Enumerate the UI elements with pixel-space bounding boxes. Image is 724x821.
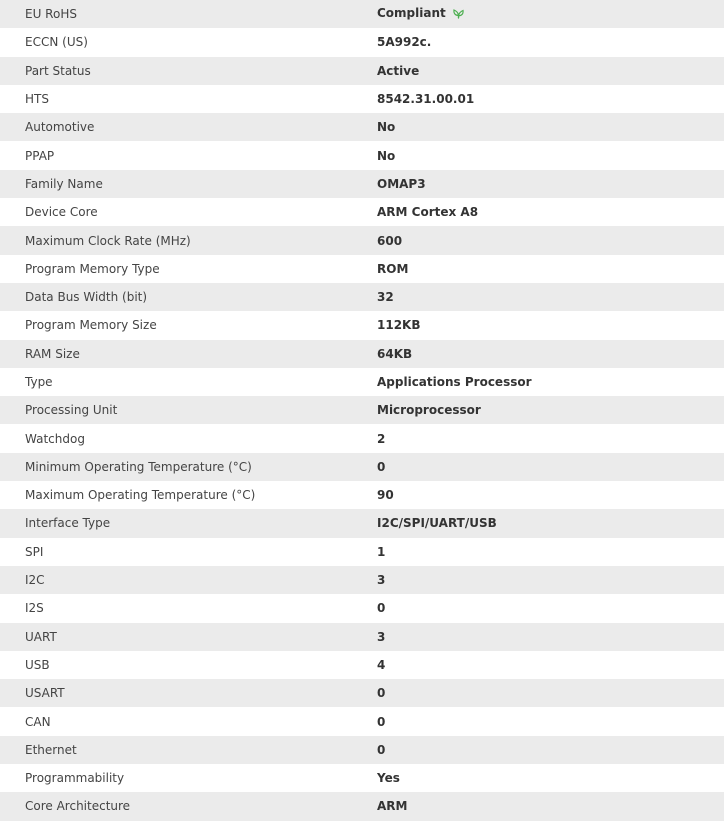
spec-label: Device Core [0,198,377,226]
spec-row-part-status [0,57,724,85]
spec-row-processing-unit [0,396,724,424]
spec-value: Active [377,57,724,85]
spec-row-program-memory-size [0,311,724,339]
spec-value: 600 [377,226,724,254]
spec-value: 32 [377,283,724,311]
spec-value: 3 [377,566,724,594]
spec-label: Family Name [0,170,377,198]
leaf-icon [452,7,465,23]
spec-row-can [0,707,724,735]
spec-label: Maximum Clock Rate (MHz) [0,226,377,254]
spec-label: Interface Type [0,509,377,537]
spec-row-spi [0,538,724,566]
spec-label: Ethernet [0,736,377,764]
spec-value: 8542.31.00.01 [377,85,724,113]
spec-row-automotive [0,113,724,141]
spec-value: Microprocessor [377,396,724,424]
spec-row-program-memory-type [0,255,724,283]
spec-row-usb [0,651,724,679]
spec-value: 2 [377,424,724,452]
spec-value: 0 [377,707,724,735]
spec-row-ram-size [0,340,724,368]
spec-value: ARM [377,792,724,820]
spec-label: UART [0,623,377,651]
spec-label: SPI [0,538,377,566]
spec-row-min-operating-temp [0,453,724,481]
spec-value: Yes [377,764,724,792]
spec-label: Data Bus Width (bit) [0,283,377,311]
spec-label: USART [0,679,377,707]
spec-label: Program Memory Size [0,311,377,339]
spec-value: Compliant [377,6,446,21]
spec-row-max-operating-temp [0,481,724,509]
spec-row-eccn [0,28,724,56]
spec-row-uart [0,623,724,651]
spec-row-data-bus-width [0,283,724,311]
spec-value: 112KB [377,311,724,339]
spec-row-usart [0,679,724,707]
spec-label: Automotive [0,113,377,141]
spec-value: 0 [377,594,724,622]
spec-value: 0 [377,736,724,764]
spec-row-programmability [0,764,724,792]
spec-row-max-clock-rate [0,226,724,254]
spec-label: Maximum Operating Temperature (°C) [0,481,377,509]
spec-label: Minimum Operating Temperature (°C) [0,453,377,481]
spec-value: Applications Processor [377,368,724,396]
spec-row-eu-rohs [0,0,724,28]
spec-row-hts [0,85,724,113]
spec-label: RAM Size [0,340,377,368]
spec-label: Type [0,368,377,396]
spec-value-cell [377,0,724,28]
spec-value: 0 [377,453,724,481]
spec-row-device-core [0,198,724,226]
spec-value: 4 [377,651,724,679]
spec-label: Processing Unit [0,396,377,424]
spec-label: I2C [0,566,377,594]
spec-row-type [0,368,724,396]
spec-label: I2S [0,594,377,622]
spec-value: 5A992c. [377,28,724,56]
spec-label: Watchdog [0,424,377,452]
spec-value: OMAP3 [377,170,724,198]
spec-value: 64KB [377,340,724,368]
spec-row-core-architecture [0,792,724,820]
spec-label: EU RoHS [0,0,377,28]
spec-row-i2s [0,594,724,622]
spec-label: ECCN (US) [0,28,377,56]
spec-label: PPAP [0,141,377,169]
spec-row-family-name [0,170,724,198]
spec-label: Program Memory Type [0,255,377,283]
spec-row-ppap [0,141,724,169]
spec-value: ROM [377,255,724,283]
spec-row-ethernet [0,736,724,764]
spec-row-watchdog [0,424,724,452]
spec-value: 0 [377,679,724,707]
spec-label: HTS [0,85,377,113]
spec-value: 90 [377,481,724,509]
spec-row-i2c [0,566,724,594]
spec-value: 1 [377,538,724,566]
spec-value: 3 [377,623,724,651]
spec-value: No [377,113,724,141]
spec-label: Core Architecture [0,792,377,820]
spec-value: ARM Cortex A8 [377,198,724,226]
spec-value: I2C/SPI/UART/USB [377,509,724,537]
spec-label: CAN [0,707,377,735]
spec-label: Programmability [0,764,377,792]
spec-row-interface-type [0,509,724,537]
spec-label: USB [0,651,377,679]
spec-value: No [377,141,724,169]
spec-label: Part Status [0,57,377,85]
